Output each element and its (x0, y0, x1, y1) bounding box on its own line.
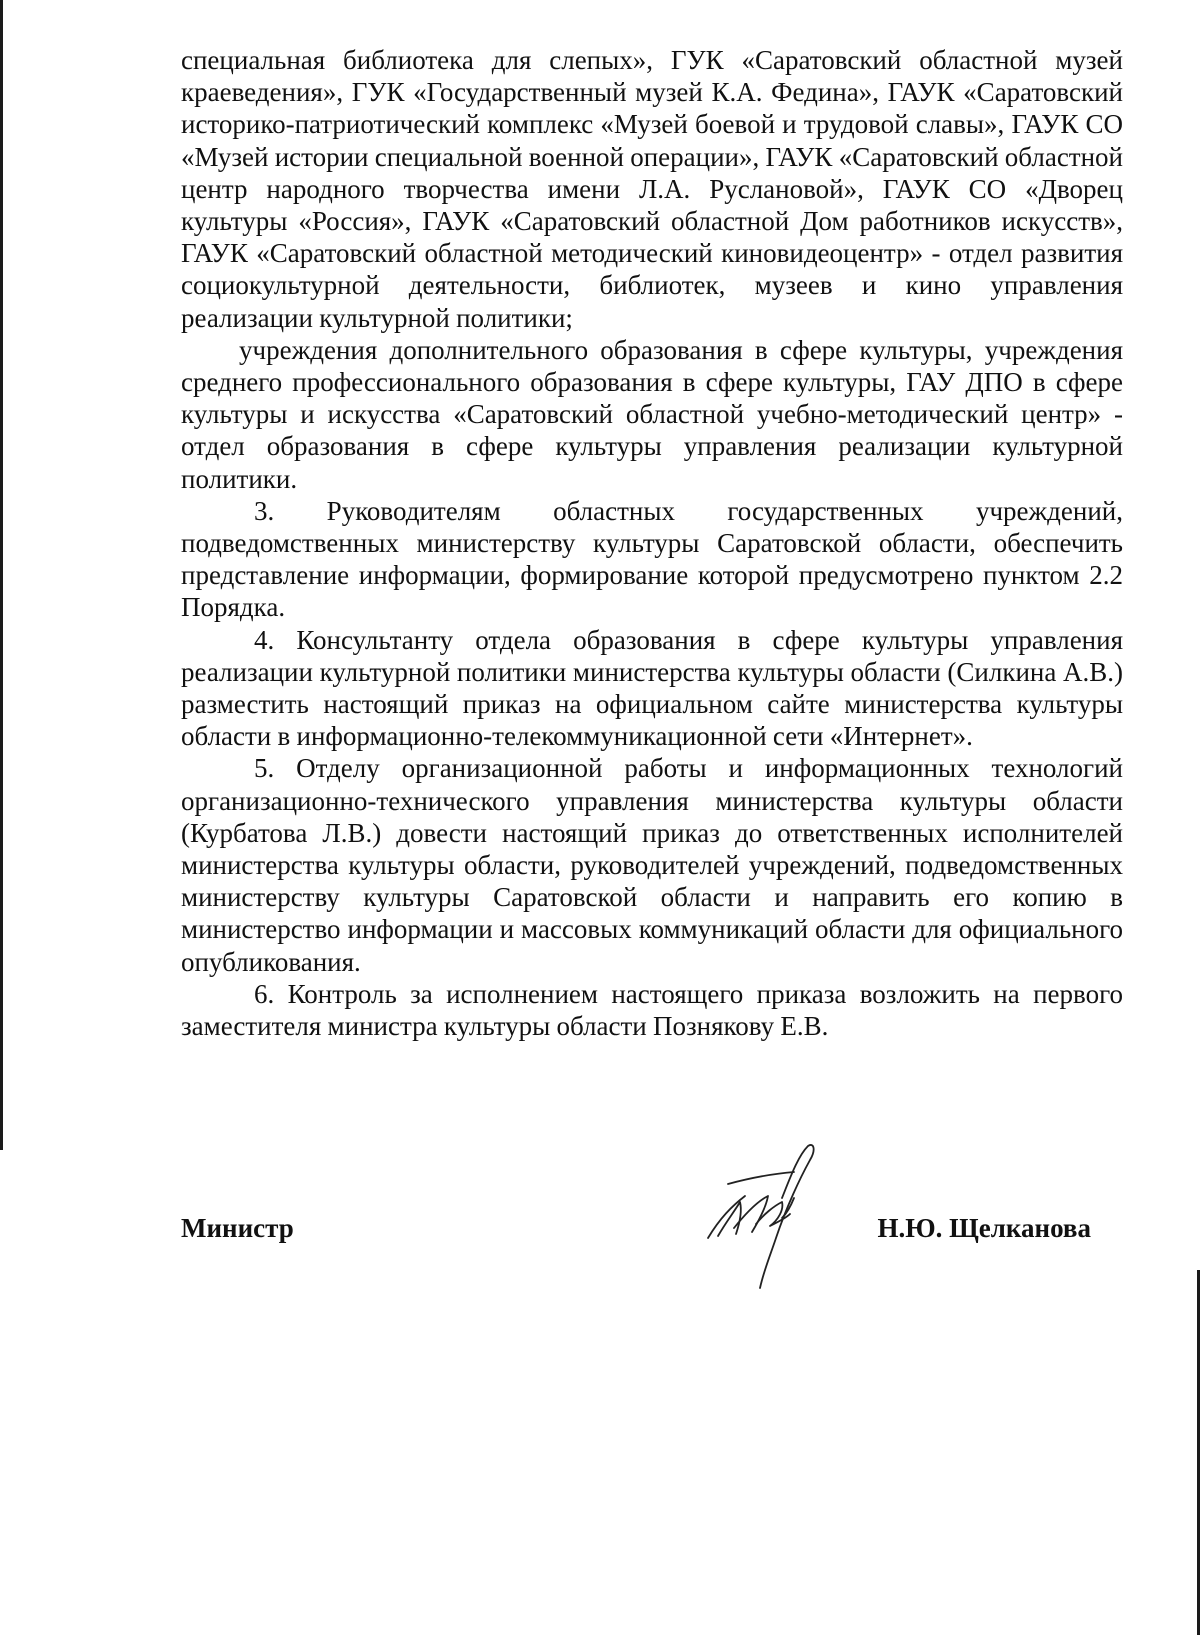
signatory-name: Н.Ю. Щелканова (877, 1213, 1091, 1243)
paragraph-item-4: 4. Консультанту отдела образования в сфере культуры управления реализации культурной политики министерства культуры области (Силкина А.В.) разместить настоящий приказ на официальном сайте министерства культуры области в информационно-телекоммуникационной сети «Интернет». (181, 624, 1123, 752)
paragraph-item-6: 6. Контроль за исполнением настоящего приказа возложить на первого заместителя министра культуры области Познякову Е.В. (181, 978, 1123, 1042)
paragraph-institutions-list: специальная библиотека для слепых», ГУК «Саратовский областной музей краеведения», ГУК «Государственный музей К.А. Федина», ГАУК «Саратовский историко-патриотический комплекс «Музей боевой и трудовой славы», ГАУК СО «Музей истории специальной военной операции», ГАУК «Саратовский областной центр народного творчества имени Л.А. Руслановой», ГАУК СО «Дворец культуры «Россия», ГАУК «Саратовский областной Дом работников искусств», ГАУК «Саратовский областной методический киновидеоцентр» - отдел развития социокультурной деятельности, библиотек, музеев и кино управления реализации культурной политики; (181, 45, 1123, 333)
document-body (181, 44, 1123, 1042)
handwritten-signature (690, 1138, 850, 1298)
paragraph-item-5: 5. Отделу организационной работы и информационных технологий организационно-технического управления министерства культуры области (Курбатова Л.В.) довести настоящий приказ до ответственных исполнителей министерства культуры области, руководителей учреждений, подведомственных министерству культуры Саратовской области и направить его копию в министерство информации и массовых коммуникаций области для официального опубликования. (181, 753, 1123, 977)
scan-edge-left (0, 0, 3, 1150)
signatory-title: Министр (181, 1213, 294, 1243)
signature-row (181, 1205, 1091, 1265)
paragraph-item-3: 3. Руководителям областных государственных учреждений, подведомственных министерству культуры Саратовской области, обеспечить представление информации, формирование которой предусмотрено пунктом 2.2 Порядка. (181, 495, 1123, 623)
paragraph-education-institutions: учреждения дополнительного образования в сфере культуры, учреждения среднего профессионального образования в сфере культуры, ГАУ ДПО в сфере культуры и искусства «Саратовский областной учебно-методический центр» - отдел образования в сфере культуры управления реализации культурной политики. (181, 334, 1123, 494)
